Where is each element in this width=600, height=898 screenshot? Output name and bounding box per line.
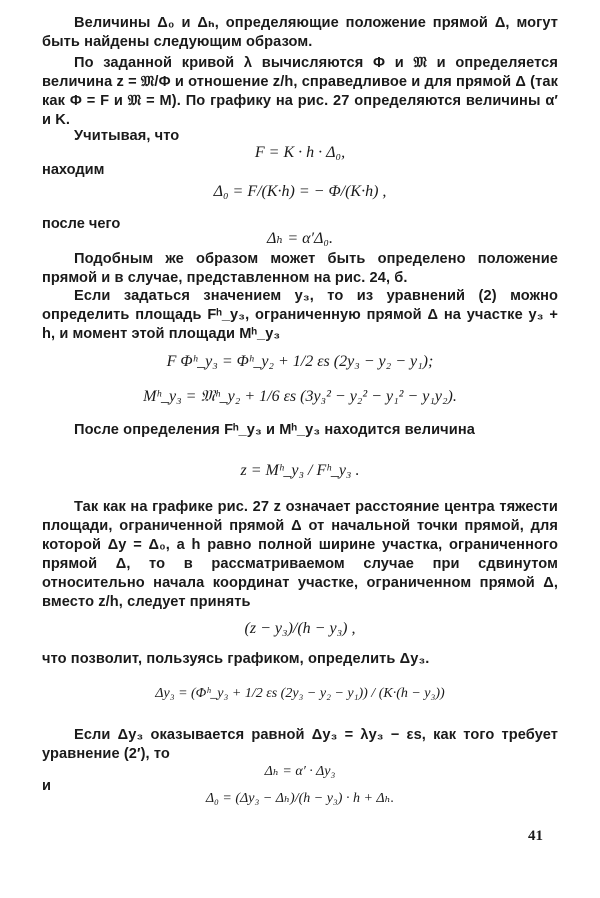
paragraph-5: после чего — [42, 216, 121, 232]
paragraph-2: По заданной кривой λ вычисляются Φ и 𝔐 и определяется величина z = 𝔐/Φ и отношение z/h, справедливое и для прямой Δ (так как Φ = F и 𝔐 = M). По графику на рис. 27 определяются величины α′ и K. — [42, 55, 558, 128]
paragraph-4: находим — [42, 162, 105, 178]
equation-2: Δ₀ = F/(K·h) = − Φ/(K·h) , — [213, 183, 387, 200]
page-number: 41 — [528, 828, 543, 844]
equation-4: F Φʰ_y₃ = Φʰ_y₂ + 1/2 εs (2y₃ − y₂ − y₁); — [166, 353, 434, 370]
paragraph-9: Так как на графике рис. 27 z означает расстояние центра тяжести площади, ограниченной прямой Δ от начальной точки прямой, для которой Δy = Δ₀, а h равно полной ширине участка, ограниченного прямой Δ, то в рассматриваемом случае при сдвинутом относительно начала координат участке, ограниченном прямой Δ, вместо z/h, следует принять — [42, 499, 558, 610]
paragraph-11: Если Δy₃ оказывается равной Δy₃ = λy₃ − εs, как того требует уравнение (2′), то — [42, 727, 558, 762]
equation-1: F = K · h · Δ₀, — [254, 144, 346, 161]
equation-10: Δ₀ = (Δy₃ − Δₕ)/(h − y₃) · h + Δₕ. — [205, 791, 395, 806]
equation-5: Mʰ_y₃ = 𝔐ʰ_y₂ + 1/6 εs (3y₃² − y₂² − y₁² − y₁y₂). — [143, 388, 457, 405]
equation-9: Δₕ = α′ · Δy₃ — [264, 764, 336, 779]
equation-8: Δy₃ = (Φʰ_y₃ + 1/2 εs (2y₃ − y₂ − y₁)) / (K·(h − y₃)) — [155, 686, 445, 701]
equation-6: z = Mʰ_y₃ / Fʰ_y₃ . — [240, 462, 360, 479]
equation-7: (z − y₃)/(h − y₃) , — [244, 620, 356, 637]
paragraph-3: Учитывая, что — [74, 128, 180, 144]
paragraph-1: Величины Δ₀ и Δₕ, определяющие положение прямой Δ, могут быть найдены следующим образом. — [42, 15, 558, 50]
paragraph-7: Если задаться значением y₃, то из уравнений (2) можно определить площадь Fʰ_y₃, ограниченную прямой Δ на участке y₃ + h, и момент этой площади Mʰ_y₃ — [42, 288, 558, 342]
paragraph-8: После определения Fʰ_y₃ и Mʰ_y₃ находится величина — [74, 422, 475, 438]
equation-3: Δₕ = α′Δ₀. — [267, 230, 333, 247]
paragraph-6: Подобным же образом может быть определено положение прямой и в случае, представленном на рис. 24, б. — [42, 251, 558, 286]
paragraph-10: что позволит, пользуясь графиком, определить Δy₃. — [42, 651, 430, 667]
paragraph-12: и — [42, 778, 51, 794]
